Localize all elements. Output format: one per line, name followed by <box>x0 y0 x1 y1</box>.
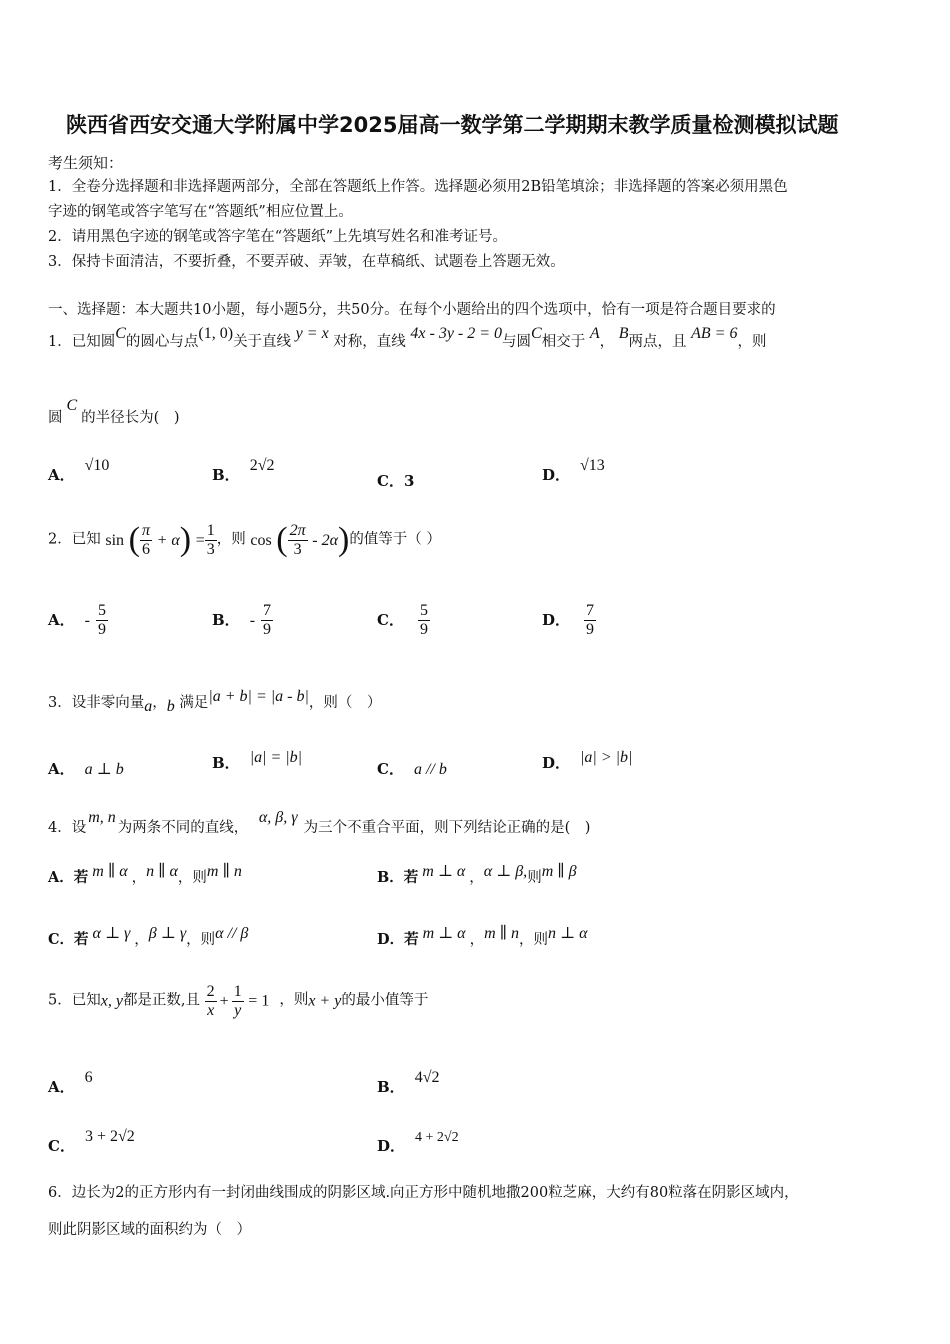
q2-option-b-den: 9 <box>263 620 272 638</box>
q1-option-a[interactable] <box>48 457 110 485</box>
section-heading: 一、选择题：本大题共10小题，每小题5分，共50分。在每个小题给出的四个选项中，恰有一项是符合题目要求的 <box>48 302 776 318</box>
q2-option-b-sign: - <box>249 611 256 629</box>
q2-option-b[interactable] <box>212 602 273 638</box>
q2-cos: cos <box>250 531 272 549</box>
q5-option-d[interactable] <box>377 1130 459 1157</box>
q3-math-b: b <box>166 698 175 715</box>
q1-math-circle-2: C <box>531 325 542 342</box>
question-2 <box>48 520 441 561</box>
q1-math-a: A <box>589 325 600 342</box>
q3-option-b-value: |a| = |b| <box>249 749 303 766</box>
q4-option-c[interactable] <box>48 925 249 949</box>
q5-text-3: ，则 <box>279 992 309 1009</box>
q2-option-d-num: 7 <box>586 602 595 619</box>
q1-option-d[interactable] <box>542 457 605 485</box>
q4-option-b-cond1: m ⊥ α <box>422 863 466 880</box>
q3-option-c[interactable] <box>377 760 447 779</box>
q5-plus: + <box>219 992 229 1010</box>
q3-option-b[interactable] <box>212 749 303 773</box>
q3-option-c-value: a // b <box>413 761 447 778</box>
q2-text-2: ，则 <box>216 531 246 548</box>
q5-option-a-value: 6 <box>84 1069 93 1086</box>
q1-option-d-value: √13 <box>580 457 605 474</box>
notice-line-3: 2．请用黑色字迹的钢笔或答字笔在“答题纸”上先填写姓名和准考证号。 <box>48 229 508 245</box>
q4-option-a-cond1: m ∥ α <box>92 863 128 880</box>
q5-frac1-num: 2 <box>206 983 215 1000</box>
q2-option-a[interactable] <box>48 602 108 638</box>
q2-frac3-den: 3 <box>293 540 302 558</box>
q5-text-2: 都是正数,且 <box>122 992 201 1009</box>
q3-option-a-label: A． <box>48 760 75 778</box>
q2-paren2-close: ) <box>337 521 350 558</box>
q1-l2-text-2: 的半径长为( ) <box>81 410 180 426</box>
page-title: 陕西省西安交通大学附属中学2025届高一数学第二学期期末教学质量检测模拟试题 <box>66 113 839 137</box>
question-6-line-2: 则此阴影区域的面积约为（ ） <box>48 1222 251 1238</box>
q3-text-2: ， <box>152 695 167 711</box>
q1-option-b-label: B． <box>212 466 240 484</box>
q1-l2-text-1: 圆 <box>48 410 63 426</box>
q3-math-a: a <box>144 698 153 715</box>
q1-text-2: 的圆心与点 <box>125 334 199 350</box>
q2-option-d-den: 9 <box>586 620 595 638</box>
q5-option-d-label: D． <box>377 1137 406 1155</box>
q4-text-2: 为两条不同的直线， <box>117 820 249 836</box>
q1-text-1: 1．已知圆 <box>48 334 116 350</box>
q2-sin: sin <box>105 531 125 549</box>
q2-plus-alpha: + α <box>156 531 180 549</box>
q4-option-d-label: D． <box>377 931 405 948</box>
q5-math-xy: x, y <box>100 992 123 1010</box>
q4-option-b-sep: ， <box>469 870 484 886</box>
q2-option-b-num: 7 <box>263 602 272 619</box>
q5-option-a[interactable] <box>48 1069 93 1097</box>
q2-option-c-frac <box>418 602 430 638</box>
q4-option-a-result: m ∥ n <box>206 863 242 880</box>
q2-equals: = <box>195 531 205 549</box>
q2-option-c-den: 9 <box>419 620 428 638</box>
q4-option-b-text: 若 <box>403 869 419 886</box>
q1-option-d-label: D． <box>542 466 571 484</box>
notice-line-4: 3．保持卡面清洁，不要折叠，不要弄破、弄皱，在草稿纸、试题卷上答题无效。 <box>48 254 565 270</box>
question-6-line-1: 6．边长为2的正方形内有一封闭曲线围成的阴影区域.向正方形中随机地撒200粒芝麻，大约有80粒落在阴影区域内， <box>48 1185 799 1201</box>
q2-frac2-num: 1 <box>206 522 215 540</box>
q5-frac-1-y <box>232 983 244 1019</box>
q2-frac3-num: 2π <box>289 522 306 540</box>
question-1-line-2 <box>48 397 180 427</box>
q3-option-c-label: C． <box>377 760 404 778</box>
q1-option-c[interactable] <box>377 472 414 490</box>
q5-option-d-value: 4 + 2√2 <box>415 1130 459 1145</box>
question-1 <box>48 325 767 351</box>
q1-math-point: (1, 0) <box>198 325 234 342</box>
q1-text-3: 关于直线 <box>233 334 292 350</box>
q2-option-d[interactable] <box>542 602 596 638</box>
q1-option-b[interactable] <box>212 457 275 485</box>
q1-text-9: ，则 <box>737 334 767 350</box>
q5-option-c[interactable] <box>48 1128 135 1156</box>
q4-option-c-result: α // β <box>215 925 249 942</box>
notice-line-1: 1．全卷分选择题和非选择题两部分，全部在答题纸上作答。选择题必须用2B铅笔填涂；非选择题的答案必须用黑色 <box>48 179 788 195</box>
q4-option-a-then: ，则 <box>177 870 207 886</box>
q2-option-a-den: 9 <box>97 620 106 638</box>
q1-math-equation: 4x - 3y - 2 = 0 <box>410 325 503 342</box>
q1-text-4: 对称，直线 <box>333 334 406 350</box>
q5-option-b[interactable] <box>377 1069 440 1097</box>
q4-option-b[interactable] <box>377 863 577 887</box>
q5-option-c-value: 3 + 2√2 <box>84 1128 135 1145</box>
q2-option-d-label: D． <box>542 611 571 630</box>
q2-paren2-open: ( <box>276 521 288 558</box>
q2-option-a-label: A． <box>48 611 75 630</box>
q2-option-b-frac <box>261 602 273 638</box>
q4-option-a[interactable] <box>48 863 242 887</box>
q3-option-a-value: a ⊥ b <box>84 761 124 778</box>
q3-option-d[interactable] <box>542 749 633 773</box>
q4-option-a-text: 若 <box>73 869 89 886</box>
q2-option-d-frac <box>584 602 596 638</box>
q1-option-a-label: A． <box>48 466 75 484</box>
q2-option-c-label: C． <box>377 611 404 630</box>
q3-option-d-value: |a| > |b| <box>580 749 633 766</box>
q1-option-c-label: C． <box>377 472 404 490</box>
q5-math-sum: x + y <box>308 992 342 1010</box>
question-5 <box>48 983 428 1019</box>
q2-text-1: 2．已知 <box>48 531 101 548</box>
q3-text-1: 3．设非零向量 <box>48 695 145 711</box>
q2-paren-open: ( <box>128 521 140 558</box>
q5-equals-one: = 1 <box>248 992 270 1010</box>
q1-math-line: y = x <box>295 325 329 342</box>
q4-option-c-sep: ， <box>134 932 149 948</box>
q1-text-5: 与圆 <box>502 334 532 350</box>
q4-option-d-result: n ⊥ α <box>548 925 588 942</box>
q2-option-a-frac <box>96 602 108 638</box>
q4-option-d-cond2: m ∥ n <box>484 925 520 942</box>
q4-option-d-then: ，则 <box>519 932 549 948</box>
q4-option-d-cond1: m ⊥ α <box>422 925 466 942</box>
q1-option-b-value: 2√2 <box>249 457 275 474</box>
q2-option-c[interactable] <box>377 602 430 638</box>
q1-math-circle: C <box>115 325 126 342</box>
q5-frac2-num: 1 <box>233 983 242 1000</box>
q1-text-7: ， <box>599 334 615 350</box>
q4-option-c-cond1: α ⊥ γ <box>92 925 131 942</box>
q4-option-d[interactable] <box>377 925 588 949</box>
q4-option-c-then: ，则 <box>186 932 216 948</box>
q4-option-d-sep: ， <box>469 932 485 948</box>
q2-frac2-den: 3 <box>206 540 215 558</box>
q4-option-c-label: C． <box>48 931 75 948</box>
q2-frac-num: π <box>141 522 150 540</box>
q4-option-a-cond2: n ∥ α <box>146 863 178 880</box>
q5-option-b-label: B． <box>377 1078 405 1096</box>
q4-text-1: 4．设 <box>48 820 87 836</box>
q2-frac-1-3 <box>205 522 217 558</box>
q3-option-a[interactable] <box>48 760 124 779</box>
q2-text-3: 的值等于（ ） <box>349 531 441 548</box>
q5-frac1-den: x <box>207 1001 215 1019</box>
q2-frac-den: 6 <box>141 540 150 558</box>
q4-option-b-label: B． <box>377 869 404 886</box>
q2-option-c-num: 5 <box>419 602 428 619</box>
q2-paren-close: ) <box>179 521 192 558</box>
notice-line-2: 字迹的钢笔或答字笔写在“答题纸”相应位置上。 <box>48 204 353 220</box>
q4-option-a-sep: ， <box>131 870 147 886</box>
q4-option-b-cond2: α ⊥ β, <box>483 863 528 880</box>
q3-text-3: 满足 <box>179 695 209 711</box>
q2-option-a-num: 5 <box>97 602 106 619</box>
q4-option-b-then: 则 <box>527 870 542 886</box>
q2-minus-2alpha: - 2α <box>312 531 338 549</box>
q1-text-8: 两点，且 <box>628 334 687 350</box>
question-4 <box>48 809 591 837</box>
q4-option-c-cond2: β ⊥ γ <box>148 925 187 942</box>
q5-option-a-label: A． <box>48 1078 75 1096</box>
q1-math-b: B <box>618 325 629 342</box>
q1-option-c-value: 3 <box>403 472 415 490</box>
q3-text-4: ，则（ ） <box>308 695 382 711</box>
q4-option-c-text: 若 <box>74 931 89 948</box>
q2-option-a-sign: - <box>84 611 90 629</box>
q3-math-condition: |a + b| = |a - b| <box>208 688 309 705</box>
q4-option-a-label: A． <box>48 869 74 886</box>
q1-text-6: 相交于 <box>541 334 586 350</box>
q1-math-ab: AB = 6 <box>691 325 738 342</box>
question-3 <box>48 688 382 715</box>
q2-frac-pi-6 <box>140 522 152 558</box>
q4-text-3: 为三个不重合平面，则下列结论正确的是( ) <box>303 820 591 836</box>
q1-l2-math-circle: C <box>66 397 78 414</box>
q3-option-b-label: B． <box>212 754 240 772</box>
q5-frac2-den: y <box>234 1001 242 1019</box>
notice-heading: 考生须知： <box>48 154 124 172</box>
q3-option-d-label: D． <box>542 754 571 772</box>
q5-text-1: 5．已知 <box>48 992 101 1009</box>
q4-option-d-text: 若 <box>404 931 419 948</box>
q2-option-b-label: B． <box>212 611 240 630</box>
q2-frac-2pi-3 <box>288 522 308 558</box>
q4-math-planes: α, β, γ <box>258 809 298 826</box>
q1-option-a-value: √10 <box>84 457 110 474</box>
q5-option-c-label: C． <box>48 1137 75 1155</box>
q5-frac-2-x <box>205 983 217 1019</box>
q4-option-b-result: m ∥ β <box>541 863 577 880</box>
q4-math-mn: m, n <box>88 809 116 826</box>
q5-text-4: 的最小值等于 <box>341 992 429 1009</box>
q5-option-b-value: 4√2 <box>414 1069 440 1086</box>
